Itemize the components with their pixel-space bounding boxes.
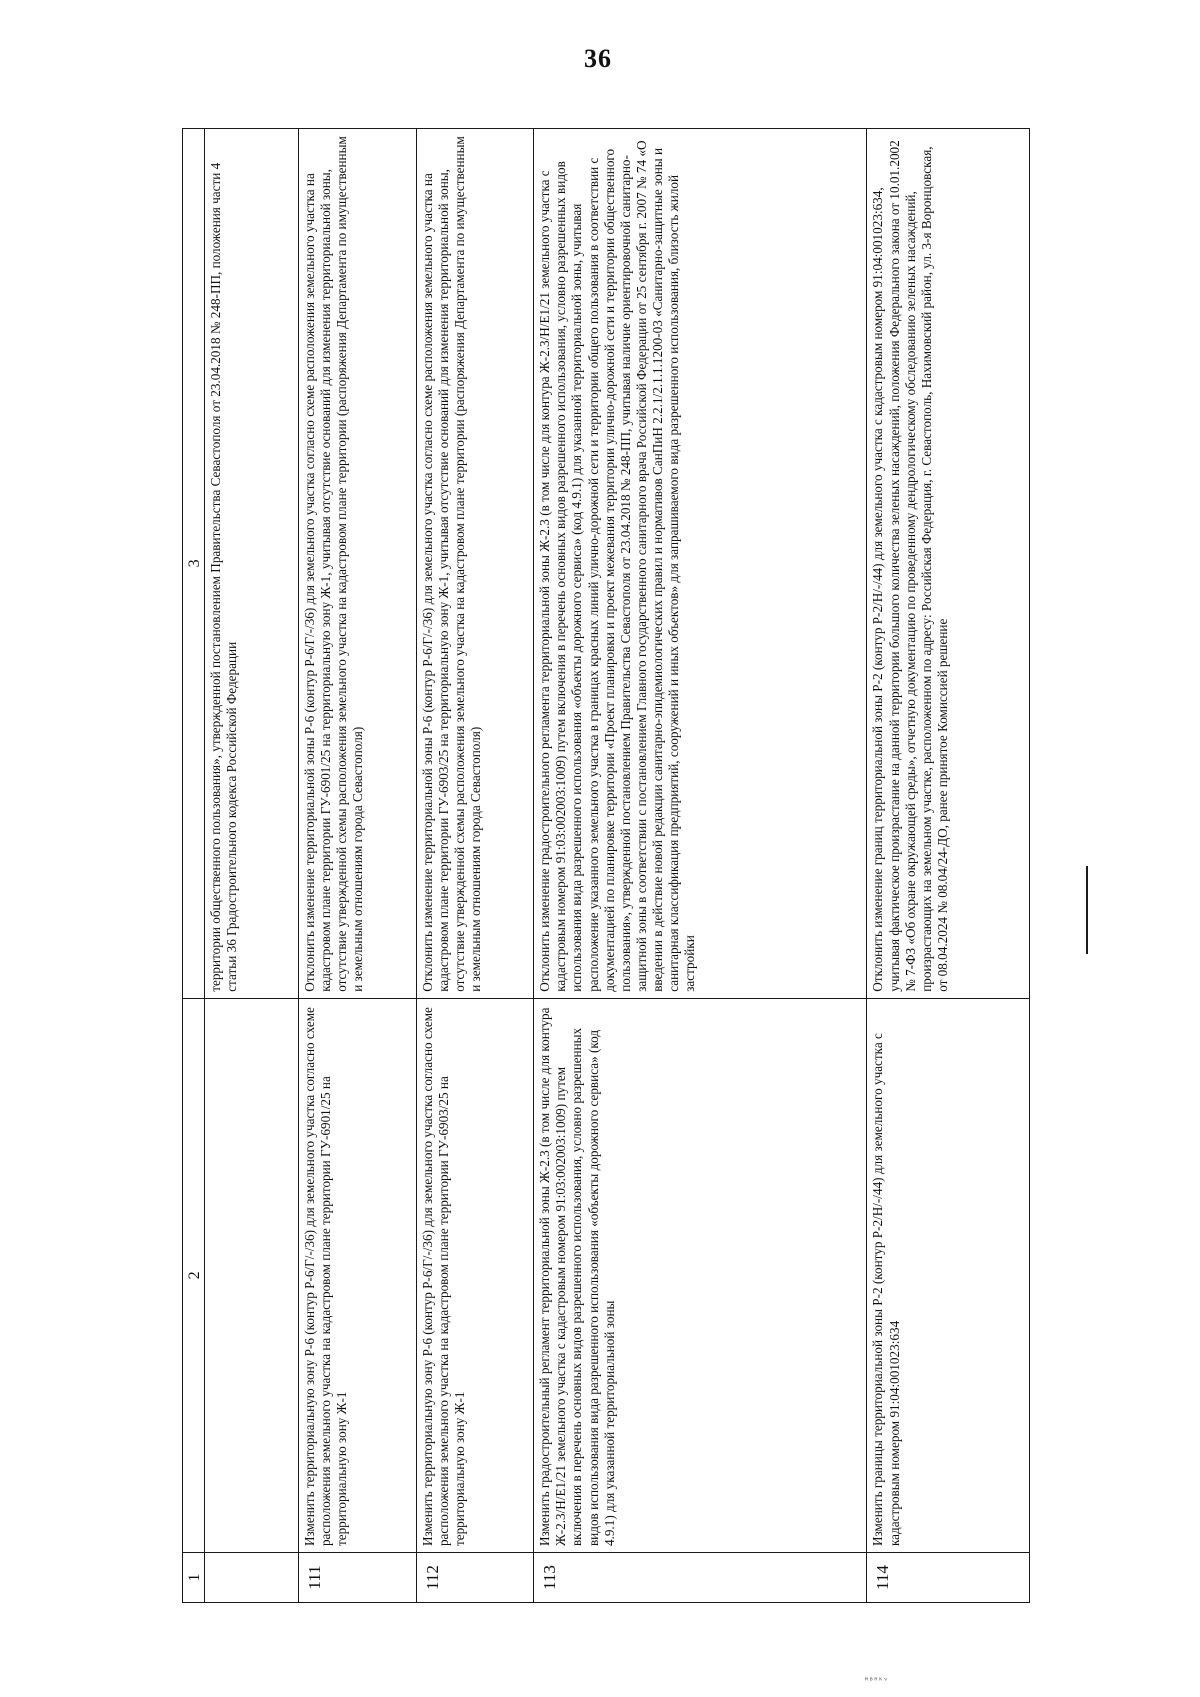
row-number-cell: 113: [534, 1552, 866, 1602]
row-number-cell: 112: [417, 1552, 534, 1602]
change-cell: Изменить территориальную зону Р-6 (контур Р-6/Г/-/36) для земельного участка согласно схеме расположения земельного участка на кадастровом плане территории ГУ-6903/25 на территориальную зону Ж-1: [417, 998, 534, 1552]
change-cell: Изменить территориальную зону Р-6 (контур Р-6/Г/-/36) для земельного участка согласно схеме расположения земельного участка на кадастровом плане территории ГУ-6901/25 на территориальную зону Ж-1: [299, 998, 416, 1552]
decision-cell: Отклонить изменение территориальной зоны Р-6 (контур Р-6/Г/-/36) для земельного участка согласно схеме расположения земельного участка на кадастровом плане территории ГУ-6903/25 на территориальную зону Ж-1, учитывая отсутствие оснований для изменения территориальной зоны, отсутствие утвержденной схемы расположения земельного участка на кадастровом плане территории (распоряжения Департамента по имущественным и земельным отношениям города Севастополя): [419, 136, 483, 992]
decision-cell: Отклонить изменение градостроительного регламента территориальной зоны Ж-2.3 (в том числе для контура Ж-2.3/Н/Е1/21 земельного участка с кадастровым номером 91:03:002003:1009) путем включения в перечень основных видов разрешенного использования, условно разрешенных видов использования вида разрешенного использования «объекты дорожного сервиса» (код 4.9.1) для указанной территориальной зоны, учитывая расположение указанного земельного участка в границах красных линий улично-дорожной сети и территории общего пользования в соответствии с документацией по планировке территории «Проект планировки и проект межевания территории улично-дорожной сети и территории общественного пользования», утвержденной постановлением Правительства Севастополя от 23.04.2018 № 248-ПП, учитывая наличие ориентировочной санитарно-защитной зоны в соответствии с постановлением Главного государственного санитарного врача Российской Федерации от 25 сентября г. 2007 № 74 «О введении в действие новой редакции санитарно-эпидемиологических правил и нормативов СанПиН 2.2.1/2.1.1.1200-03 «Санитарно-защитные зоны и санитарная классификация предприятий, сооружений и иных объектов» для запрашиваемого вида разрешенного использования, близость жилой застройки: [537, 140, 698, 992]
decision-cell: Отклонить изменение границ территориальной зоны Р-2 (контур Р-2/Н/-/44) для земельного участка с кадастровым номером 91:04:001023:634, учитывая фактическое произрастание на данной территории большого количества зеленых насаждений, положения Федерального закона от 10.01.2002 № 7-ФЗ «Об охране окружающей среды», отчетную документацию по проведенному дендрологическому обследованию зеленых насаждений, произрастающих на земельном участке, расположенном по адресу: Российская Федерация, г. Севастополь, Нахимовский район, ул. 3-я Воронцовская, от 08.04.2024 № 08.04/24-ДО, ранее принятое Комиссией решение: [870, 140, 950, 992]
table-row-111: [299, 129, 417, 1602]
margin-rule-line: [1086, 866, 1088, 954]
table-row-114: [867, 129, 1029, 1602]
row-number-cell: [205, 1552, 298, 1602]
table-row-continuation: [205, 129, 299, 1602]
rotated-table-container: [182, 128, 1030, 1603]
change-cell: Изменить границы территориальной зоны Р-2 (контур Р-2/Н/-/44) для земельного участка с кадастровым номером 91:04:001023:634: [867, 998, 1029, 1552]
row-number-cell: 114: [867, 1552, 1029, 1602]
decision-cell: территории общественного пользования», утвержденной постановлением Правительства Севастополя от 23.04.2018 № 248-ПП, положения части 4 статьи 36 Градостроительного кодекса Российской Федерации: [208, 162, 240, 992]
decision-cell: Отклонить изменение территориальной зоны Р-6 (контур Р-6/Г/-/36) для земельного участка согласно схеме расположения земельного участка на кадастровом плане территории ГУ-6901/25 на территориальную зону Ж-1, учитывая отсутствие оснований для изменения территориальной зоны, отсутствие утвержденной схемы расположения земельного участка на кадастровом плане территории (распоряжения Департамента по имущественным и земельным отношениям города Севастополя): [301, 136, 366, 992]
header-cell-decision: 3: [186, 559, 203, 568]
header-cell-number: 1: [183, 1552, 204, 1602]
proposals-table: [182, 128, 1030, 1603]
header-cell-change: 2: [183, 998, 204, 1552]
scan-mark: ᴹᴮᴿᴷᵛ: [864, 1676, 889, 1685]
table-row-112: [417, 129, 535, 1602]
change-cell: Изменить градостроительный регламент территориальной зоны Ж-2.3 (в том числе для контура Ж-2.3/Н/Е1/21 земельного участка с кадастровым номером 91:03:002003:1009) путем включения в перечень основных видов разрешенного использования, условно разрешенных видов использования вида разрешенного использования «объекты дорожного сервиса» (код 4.9.1) для указанной территориальной зоны: [534, 998, 866, 1552]
change-cell: [205, 998, 298, 1552]
table-header-row: [183, 129, 205, 1602]
row-number-cell: 111: [299, 1552, 416, 1602]
page-number: 36: [584, 44, 612, 73]
table-row-113: [534, 129, 867, 1602]
